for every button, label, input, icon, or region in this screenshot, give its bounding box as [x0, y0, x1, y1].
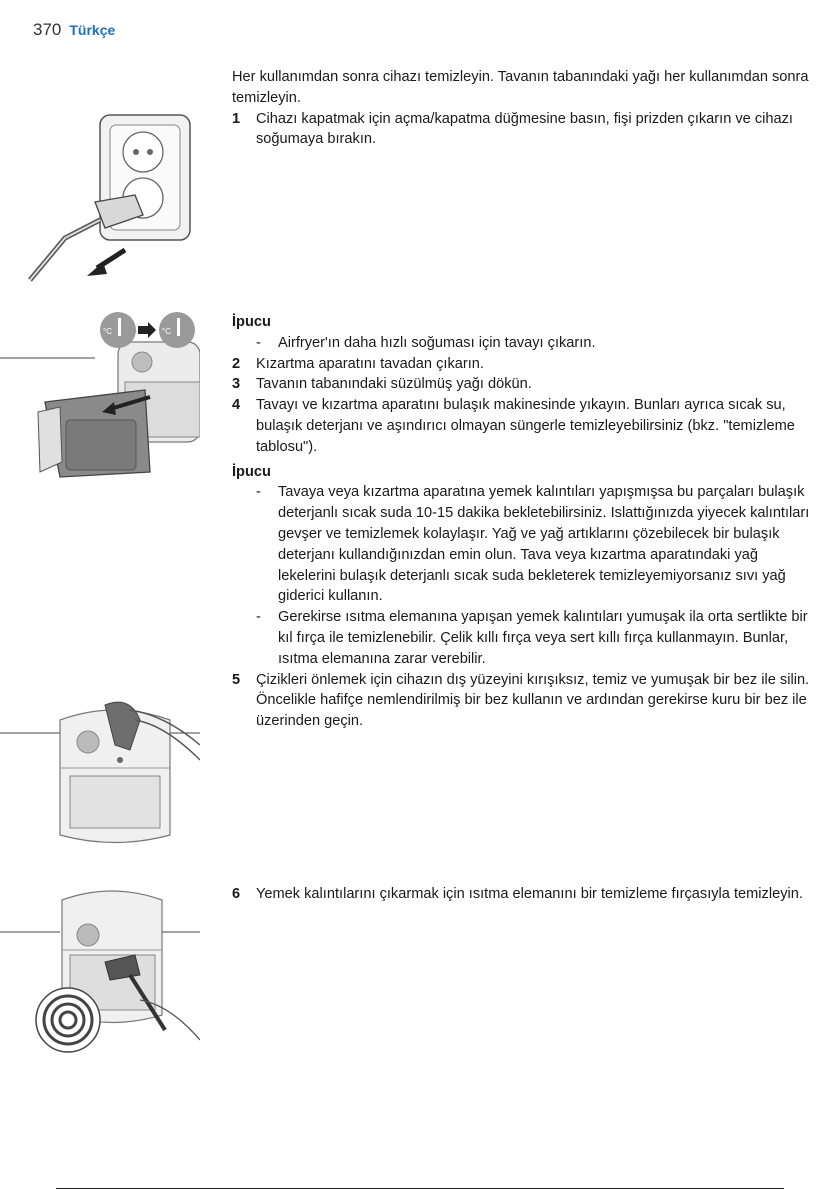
step-text: Kızartma aparatını tavadan çıkarın. — [256, 355, 484, 372]
thermo-label-cool: °C — [162, 327, 171, 336]
step-number: 5 — [232, 671, 241, 688]
step-text: Tavayı ve kızartma aparatını bulaşık makinesinde yıkayın. Bunları ayrıca sıcak su, bulaşık deterjanı ve aşındırıcı olmayan süngerle temizleyebilirsiniz (bkz. "temizleme tablosu"). — [256, 397, 795, 455]
remove-basket-illustration — [0, 312, 200, 482]
step-number: 3 — [232, 376, 241, 393]
brush-illustration — [0, 880, 200, 1055]
step-3 — [232, 374, 812, 395]
bullet-text: Airfryer'ın daha hızlı soğuması için tavayı çıkarın. — [278, 334, 596, 351]
step-4 — [232, 395, 812, 457]
step-6-block — [232, 884, 812, 905]
intro-block — [232, 67, 812, 150]
intro-text: Her kullanımdan sonra cihazı temizleyin. Tavanın tabanındaki yağı her kullanımdan sonra temizleyin. — [232, 69, 809, 106]
tip-title: İpucu — [232, 314, 271, 330]
bullet-text: Tavaya veya kızartma aparatına yemek kalıntıları yapışmışsa bu parçaları bulaşık deterjanlı sıcak suda 10-15 dakika bekletebilirsiniz. Islattığınızda yiyecek kalıntıları gevşer ve temizlemek kolaylaşır. Yağ ve yağ artıklarını çözebilecek bir bulaşık deterjanı kullandığınızdan emin olun. Tava veya kızartma aparatındaki yağ lekelerini bulaşık deterjanlı sıcak suda bekleterek temizleyemiyorsanız sıvı yağ giderici kullanın. — [278, 484, 810, 605]
step-number: 6 — [232, 886, 241, 902]
step-number: 4 — [232, 397, 241, 414]
step-5 — [232, 670, 812, 732]
step-text: Tavanın tabanındaki süzülmüş yağı dökün. — [256, 376, 532, 393]
step-text: Cihazı kapatmak için açma/kapatma düğmesine basın, fişi prizden çıkarın ve cihazı soğumaya bırakın. — [256, 110, 793, 148]
language-label: Türkçe — [69, 22, 116, 38]
tip-title: İpucu — [232, 463, 271, 480]
step-6 — [232, 884, 812, 905]
bullet-dash: - — [256, 609, 261, 626]
tip-bullet — [256, 482, 812, 607]
step-2 — [232, 354, 812, 375]
step-number: 1 — [232, 110, 241, 127]
tip-bullet — [256, 333, 812, 354]
wipe-illustration — [0, 690, 200, 850]
bullet-dash: - — [256, 334, 261, 351]
tip-bullet — [256, 607, 812, 669]
page-header — [33, 20, 115, 40]
step-number: 2 — [232, 355, 241, 372]
step-text: Çizikleri önlemek için cihazın dış yüzeyini kırışıksız, temiz ve yumuşak bir bez ile silin. Öncelikle hafifçe nemlendirilmiş bir bez kullanın ve ardından gerekirse kuru bir bez ile üzerinden geçin. — [256, 671, 810, 730]
tip-1-block — [232, 312, 812, 732]
step-text: Yemek kalıntılarını çıkarmak için ısıtma elemanını bir temizleme fırçasıyla temizleyin. — [256, 886, 803, 902]
page-number: 370 — [33, 20, 62, 39]
bullet-text: Gerekirse ısıtma elemanına yapışan yemek kalıntıları yumuşak ila orta sertlikte bir kıl fırça ile temizlenebilir. Çelik kıllı fırça veya sert kıllı fırça kullanmayın. Bunlar, ısıtma elemanına zarar verebilir. — [278, 609, 808, 667]
bullet-dash: - — [256, 484, 261, 501]
footer-divider — [56, 1188, 784, 1189]
unplug-illustration — [25, 110, 200, 290]
step-1 — [232, 109, 812, 151]
thermo-label-hot: °C — [103, 327, 112, 336]
